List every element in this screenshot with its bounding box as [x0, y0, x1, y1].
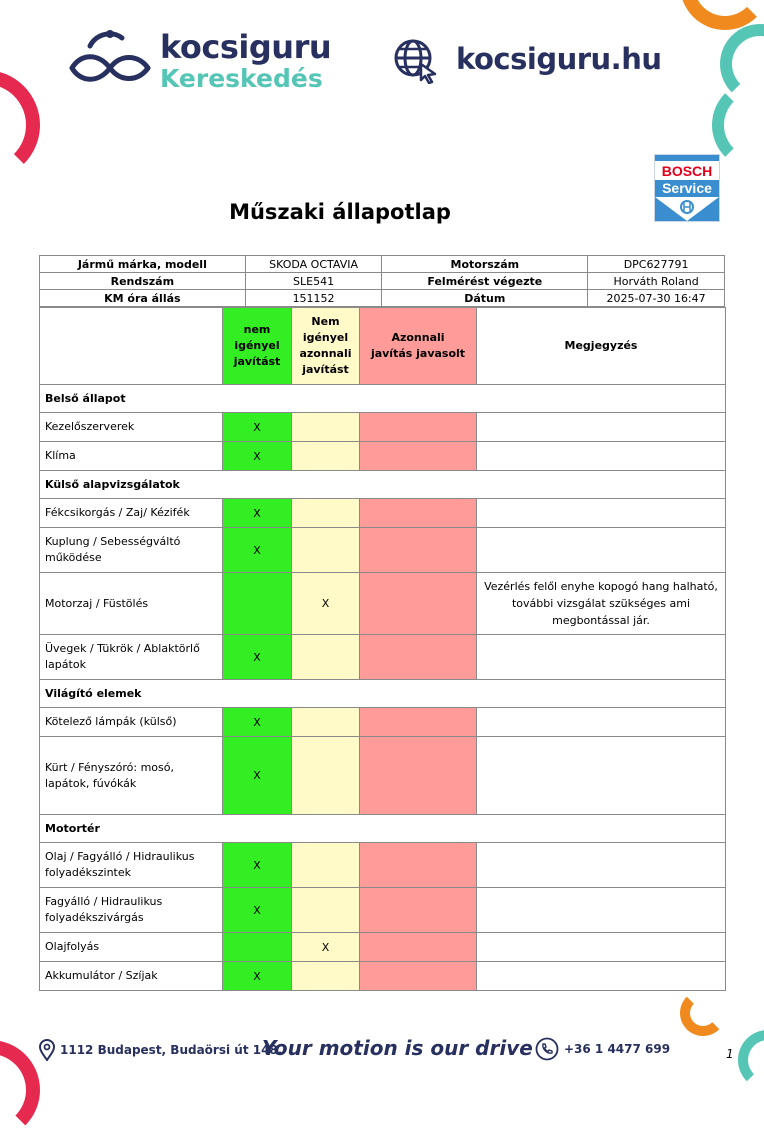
mark-ok: [223, 573, 292, 635]
website-label: kocsiguru.hu: [456, 42, 662, 76]
mark-ok: X: [223, 528, 292, 573]
info-value: SKODA OCTAVIA: [245, 256, 382, 273]
mark-urgent: [360, 962, 477, 991]
footer-address: 1112 Budapest, Budaörsi út 148.: [60, 1043, 283, 1057]
brand-name: kocsiguru: [160, 28, 332, 66]
mark-ok: X: [223, 442, 292, 471]
info-label: Dátum: [382, 290, 588, 307]
header-text: javítást: [233, 355, 281, 368]
item-name: [40, 888, 223, 933]
decor-arc-top-left: [0, 70, 40, 180]
mark-urgent: [360, 573, 477, 635]
item-note: [477, 888, 726, 933]
table-row: [40, 528, 726, 573]
car-guru-logo-icon: [66, 26, 156, 96]
header-text: nem: [243, 323, 271, 336]
table-row: [40, 573, 726, 635]
header-notes: Megjegyzés: [477, 308, 726, 385]
table-header-row: [40, 308, 726, 385]
footer-slogan: Your motion is our drive: [262, 1036, 533, 1060]
info-label: KM óra állás: [40, 290, 246, 307]
mark-ok: X: [223, 413, 292, 442]
bosch-service-label: Service: [655, 180, 719, 197]
note-line: további vizsgálat szükséges ami: [511, 597, 691, 610]
item-name: [40, 528, 223, 573]
page-number: 1: [726, 1047, 734, 1061]
table-row: [40, 933, 726, 962]
bosch-top-band: [655, 155, 719, 161]
item-note: [477, 933, 726, 962]
globe-cursor-icon: [393, 38, 439, 84]
item-name: Klíma: [40, 442, 223, 471]
vehicle-info-table: [39, 255, 725, 307]
note-line: Vezérlés felől enyhe kopogó hang halható,: [484, 580, 718, 593]
item-name-line: folyadékszintek: [45, 866, 132, 879]
item-name: Kötelező lámpák (külső): [40, 708, 223, 737]
section-row: [40, 471, 726, 499]
header-immediate-repair: [360, 308, 477, 385]
info-label: Rendszám: [40, 273, 246, 290]
item-note: [477, 962, 726, 991]
mark-warn: [292, 888, 360, 933]
info-value: 151152: [245, 290, 382, 307]
decor-arc-bottom-right-orange: [680, 990, 726, 1036]
table-row: [40, 442, 726, 471]
section-title: Motortér: [40, 815, 726, 843]
table-row: [40, 737, 726, 815]
item-note: [477, 737, 726, 815]
section-title: Belső állapot: [40, 385, 726, 413]
decor-arc-bottom-left: [0, 1040, 40, 1140]
item-note: [477, 573, 726, 635]
header-empty-cell: [40, 308, 223, 385]
mark-urgent: [360, 413, 477, 442]
mark-urgent: [360, 499, 477, 528]
mark-ok: X: [223, 499, 292, 528]
mark-urgent: [360, 708, 477, 737]
table-row: [40, 708, 726, 737]
table-row: [40, 413, 726, 442]
info-row: [40, 290, 725, 307]
header-text: Azonnali: [391, 331, 445, 344]
item-name-line: lapátok, fúvókák: [45, 776, 137, 790]
item-note: [477, 442, 726, 471]
mark-warn: X: [292, 573, 360, 635]
mark-urgent: [360, 635, 477, 680]
section-title: Világító elemek: [40, 680, 726, 708]
item-note: [477, 499, 726, 528]
phone-icon: [535, 1037, 559, 1065]
inspection-table: [39, 307, 726, 991]
header-text: igényel: [234, 339, 280, 352]
mark-ok: X: [223, 843, 292, 888]
mark-warn: [292, 737, 360, 815]
mark-warn: [292, 843, 360, 888]
info-value: DPC627791: [588, 256, 725, 273]
info-value: SLE541: [245, 273, 382, 290]
item-note: [477, 528, 726, 573]
mark-warn: [292, 962, 360, 991]
info-row: [40, 273, 725, 290]
mark-warn: [292, 528, 360, 573]
item-note: [477, 635, 726, 680]
info-label: Felmérést végezte: [382, 273, 588, 290]
info-row: [40, 256, 725, 273]
table-row: [40, 635, 726, 680]
section-row: [40, 680, 726, 708]
header-text: Nem: [311, 315, 340, 328]
table-row: [40, 843, 726, 888]
table-row: [40, 499, 726, 528]
mark-ok: [223, 933, 292, 962]
bosch-label: BOSCH: [661, 163, 713, 179]
mark-urgent: [360, 737, 477, 815]
item-name: Olajfolyás: [40, 933, 223, 962]
item-name-line: Fagyálló / Hidraulikus: [45, 895, 163, 908]
mark-ok: X: [223, 635, 292, 680]
item-name-line: Olaj / Fagyálló / Hidraulikus: [45, 850, 195, 863]
section-row: [40, 815, 726, 843]
mark-warn: [292, 635, 360, 680]
brand-logo: [66, 26, 156, 96]
mark-urgent: [360, 442, 477, 471]
mark-warn: [292, 413, 360, 442]
header-no-repair-needed: [223, 308, 292, 385]
mark-ok: X: [223, 708, 292, 737]
info-label: Motorszám: [382, 256, 588, 273]
header-text: azonnali: [299, 347, 352, 360]
section-title: Külső alapvizsgálatok: [40, 471, 726, 499]
note-line: megbontással jár.: [552, 614, 650, 627]
mark-warn: [292, 442, 360, 471]
info-label: Jármű márka, modell: [40, 256, 246, 273]
info-value: Horváth Roland: [588, 273, 725, 290]
item-name: [40, 737, 223, 815]
item-name: Motorzaj / Füstölés: [40, 573, 223, 635]
item-name-line: lapátok: [45, 658, 86, 671]
item-note: [477, 843, 726, 888]
mark-warn: X: [292, 933, 360, 962]
header-text: igényel: [302, 331, 349, 344]
decor-arc-bottom-right-teal: [738, 1030, 764, 1090]
item-name: Kezelőszerverek: [40, 413, 223, 442]
info-value: 2025-07-30 16:47: [588, 290, 725, 307]
header-no-immediate-repair: [292, 308, 360, 385]
item-name-line: Kürt / Fényszóró: mosó,: [45, 760, 174, 774]
mark-warn: [292, 499, 360, 528]
location-pin-icon: [38, 1039, 56, 1065]
item-name-line: működése: [45, 551, 102, 564]
page-title: Műszaki állapotlap: [229, 200, 451, 224]
table-row: [40, 962, 726, 991]
item-name-line: folyadékszivárgás: [45, 911, 144, 924]
table-row: [40, 888, 726, 933]
item-name: Fékcsikorgás / Zaj/ Kézifék: [40, 499, 223, 528]
item-name-line: Kuplung / Sebességváltó: [45, 535, 181, 548]
item-name: [40, 635, 223, 680]
item-name: [40, 843, 223, 888]
mark-warn: [292, 708, 360, 737]
mark-ok: X: [223, 962, 292, 991]
mark-ok: X: [223, 888, 292, 933]
item-name: Akkumulátor / Szíjak: [40, 962, 223, 991]
mark-urgent: [360, 888, 477, 933]
mark-urgent: [360, 843, 477, 888]
header-text: javítást: [302, 363, 349, 376]
item-note: [477, 413, 726, 442]
item-note: [477, 708, 726, 737]
mark-urgent: [360, 528, 477, 573]
brand-subtitle: Kereskedés: [160, 64, 323, 93]
footer-phone: +36 1 4477 699: [564, 1042, 671, 1056]
mark-ok: X: [223, 737, 292, 815]
header-text: javítás javasolt: [370, 347, 466, 360]
section-row: [40, 385, 726, 413]
mark-urgent: [360, 933, 477, 962]
item-name-line: Üvegek / Tükrök / Ablaktörlő: [45, 642, 200, 655]
